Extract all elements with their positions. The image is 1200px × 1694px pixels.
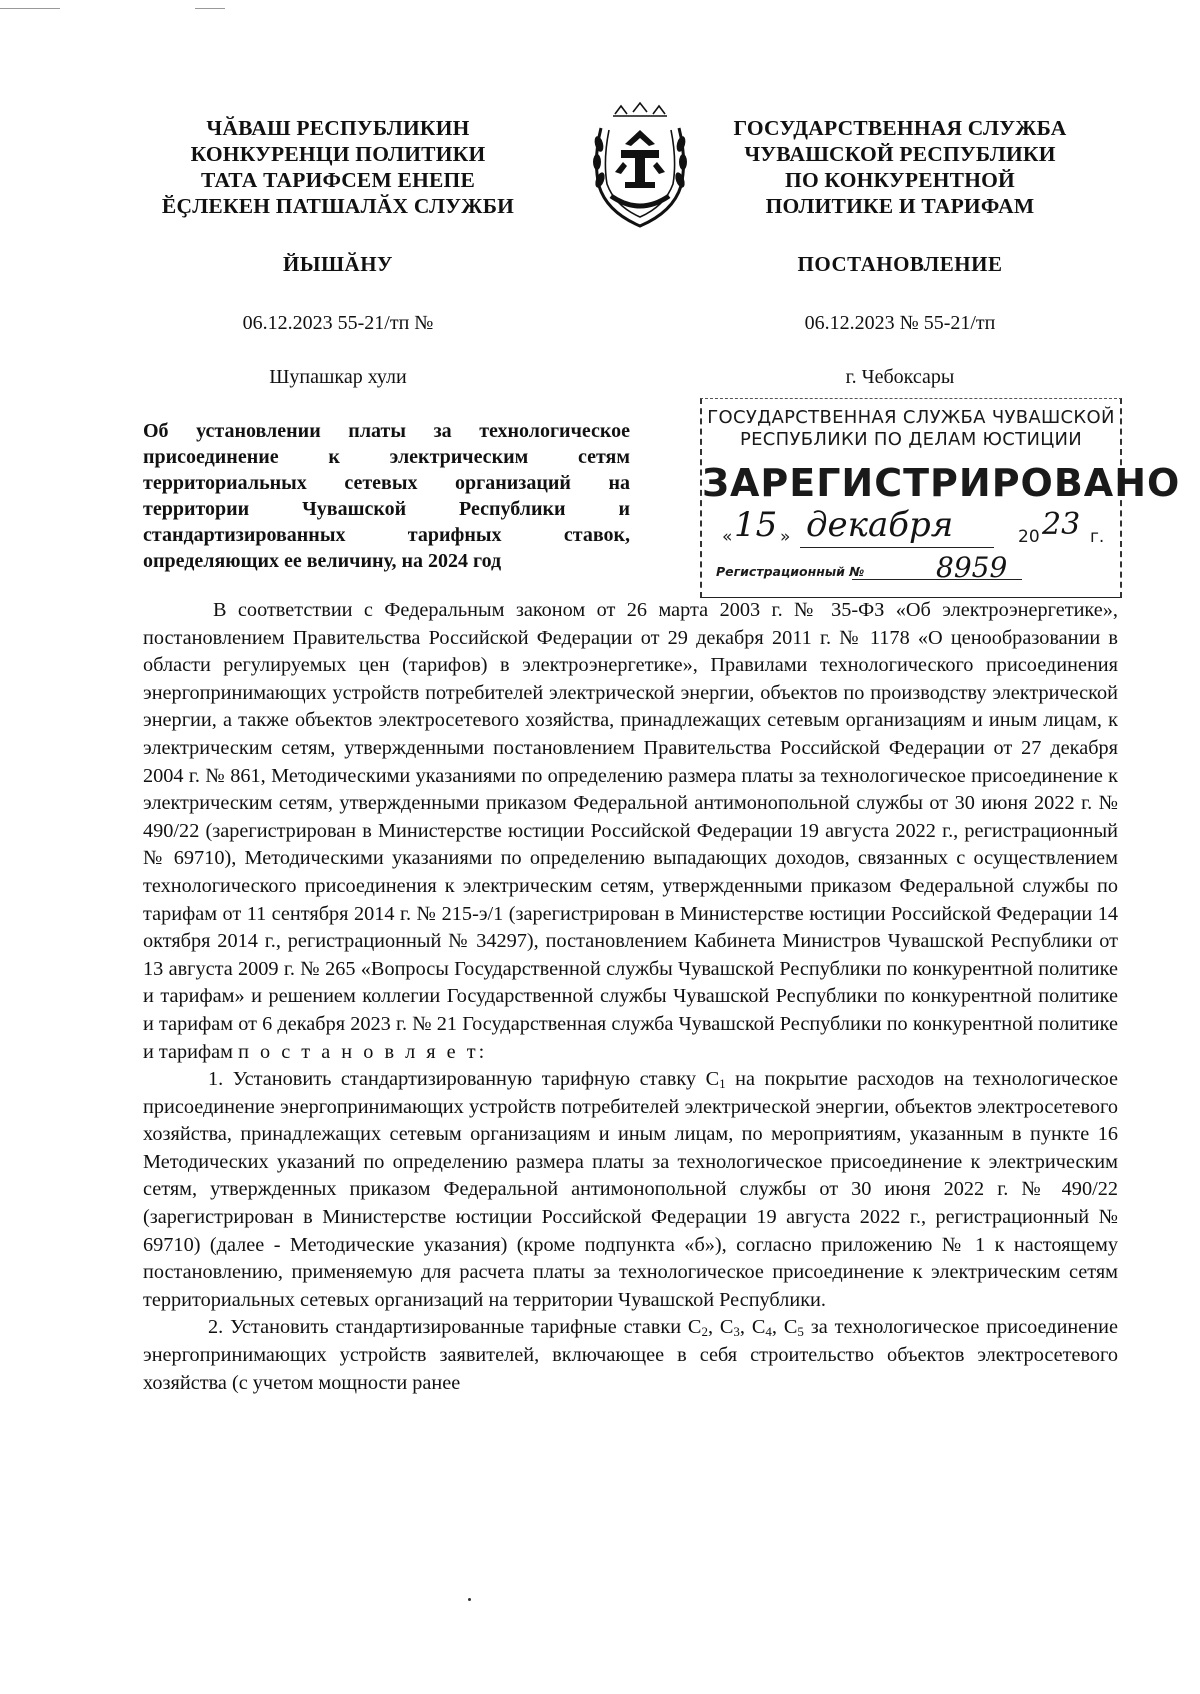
doc-number-right: 06.12.2023 № 55-21/тп [804,312,996,334]
body-p1-text: В соответствии с Федеральным законом от 26 марта 2003 г. № 35-ФЗ «Об электроэнергетике», постановлением Правительства Российской Федерации от 29 декабря 2011 г. № 1178 «О ценообразовании в области регулируемых цен (тарифов) в электроэнергетике», Правилами технологического присоединения энергопринимающих устройств потребителей электрической энергии, объектов по производству электрической энергии, а также объектов электросетевого хозяйства, принадлежащих сетевым организациям и иным лицам, к электрическим сетям, утвержденными постановлением Правительства Российской Федерации от 27 декабря 2004 г. № 861, Методическими указаниями по определению размера платы за технологическое присоединение к электрическим сетям, утвержденными приказом Федеральной антимонопольной службы от 30 июня 2022 г. № 490/22 (зарегистрирован в Министерстве юстиции Российской Федерации 19 августа 2022 г., регистрационный № 69710), Методическими указаниями по определению выпадающих доходов, связанных с осуществлением технологического присоединения к электрическим сетям, утвержденными приказом Федеральной службы по тарифам от 11 сентября 2014 г. № 215-э/1 (зарегистрирован в Министерстве юстиции Российской Федерации 14 октября 2014 г., регистрационный № 34297), постановлением Кабинета Министров Чувашской Республики от 13 августа 2009 г. № 265 «Вопросы Государственной службы Чувашской Республики по конкурентной политике и тарифам» и решением коллегии Государственной службы Чувашской Республики по конкурентной политике и тарифам от 6 декабря 2023 г. № 21 Государственная служба Чувашской Республики по конкурентной политике и тарифам [143,599,1118,1063]
stamp-line-2: РЕСПУБЛИКИ ПО ДЕЛАМ ЮСТИЦИИ [739,429,1083,450]
stamp-registered: ЗАРЕГИСТРИРОВАНО [702,461,1181,505]
body-p2-start: 1. Установить стандартизированную тарифную ставку С [208,1068,720,1091]
header-right [700,115,1100,219]
body-paragraph-2 [143,1066,1118,1314]
header-left-line: ЧӐВАШ РЕСПУБЛИКИН [206,116,470,140]
body-p2-rest: на покрытие расходов на технологическое присоединение энергопринимающих устройств потребителей электрической энергии, объектов электросетевого хозяйства, принадлежащих сетевым организациям и иным лицам, по мероприятиям, указанным в пункте 16 Методических указаний по определению размера платы за технологическое присоединение к электрическим сетям, утвержденных приказом Федеральной антимонопольной службы от 30 июня 2022 г. № 490/22 (зарегистрирован в Министерстве юстиции Российской Федерации 19 августа 2022 г., регистрационный № 69710) (далее - Методические указания) (кроме подпункта «б»), согласно приложению № 1 к настоящему постановлению, применяемую для расчета платы за технологическое присоединение к электрическим сетям территориальных сетевых организаций на территории Чувашской Республики. [143,1068,1118,1311]
header-right-line: ПОЛИТИКЕ И ТАРИФАМ [765,194,1035,218]
doc-number-left: 06.12.2023 55-21/тп № [242,312,434,334]
scan-artifact [0,8,60,9]
subscript: 2 [701,1324,708,1340]
doc-type-right: ПОСТАНОВЛЕНИЕ [797,252,1003,276]
registration-stamp [700,398,1181,598]
subscript: 4 [765,1324,772,1340]
scan-artifact [195,8,225,9]
header-left-line: ТАТА ТАРИФСЕМ ЕНЕПЕ [201,168,475,192]
body-decree-word: п о с т а н о в л я е т: [238,1040,488,1063]
document-body [143,597,1118,1397]
coat-of-arms-icon [585,100,695,232]
stamp-reg-number: 8959 [936,551,1008,584]
subscript: 1 [719,1076,726,1092]
body-p3-sep: , С [771,1316,798,1339]
stamp-reg-label: Регистрационный № [716,564,865,579]
header-right-line: ЧУВАШСКОЙ РЕСПУБЛИКИ [744,142,1056,166]
body-p3-start: 2. Установить стандартизированные тарифные ставки С [208,1316,702,1339]
body-paragraph-3 [143,1314,1118,1397]
header-left [118,115,558,219]
city-right: г. Чебоксары [845,366,955,388]
body-p3-sep: , С [707,1316,734,1339]
body-p3-rest: за технологическое присоединение энергопринимающих устройств заявителей, включающее в себя строительство объектов электросетевого хозяйства (с учетом мощности ранее [143,1316,1118,1394]
header-right-line: ПО КОНКУРЕНТНОЙ [785,168,1015,192]
subscript: 3 [733,1324,740,1340]
body-p3-sep: , С [739,1316,766,1339]
doc-type-left: ЙЫШӐНУ [283,252,393,276]
stamp-day: 15 [734,505,778,545]
stamp-year-unit: г. [1090,527,1105,547]
stamp-month: декабря [806,505,954,545]
header-right-line: ГОСУДАРСТВЕННАЯ СЛУЖБА [733,116,1067,140]
document-title: Об установлении платы за технологическое присоединение к электрическим сетям территориальных сетевых организаций на территории Чувашской Республики и стандартизированных тарифных ставок, определяющих ее величину, на 2024 год [143,420,630,572]
scan-dot [468,1598,471,1601]
stamp-date: « 15 » декабря 20 23 г. [722,505,1105,547]
header-left-line: КОНКУРЕНЦИ ПОЛИТИКИ [190,142,486,166]
body-paragraph-1 [143,597,1118,1066]
stamp-line-1: ГОСУДАРСТВЕННАЯ СЛУЖБА ЧУВАШСКОЙ [707,407,1115,428]
header-left-line: ӖҪЛЕКЕН ПАТШАЛӐХ СЛУЖБИ [161,194,515,218]
city-left: Шупашкар хули [269,366,407,388]
subscript: 5 [797,1324,804,1340]
stamp-year-suffix: 23 [1042,507,1081,542]
stamp-year-prefix: 20 [1018,527,1040,547]
